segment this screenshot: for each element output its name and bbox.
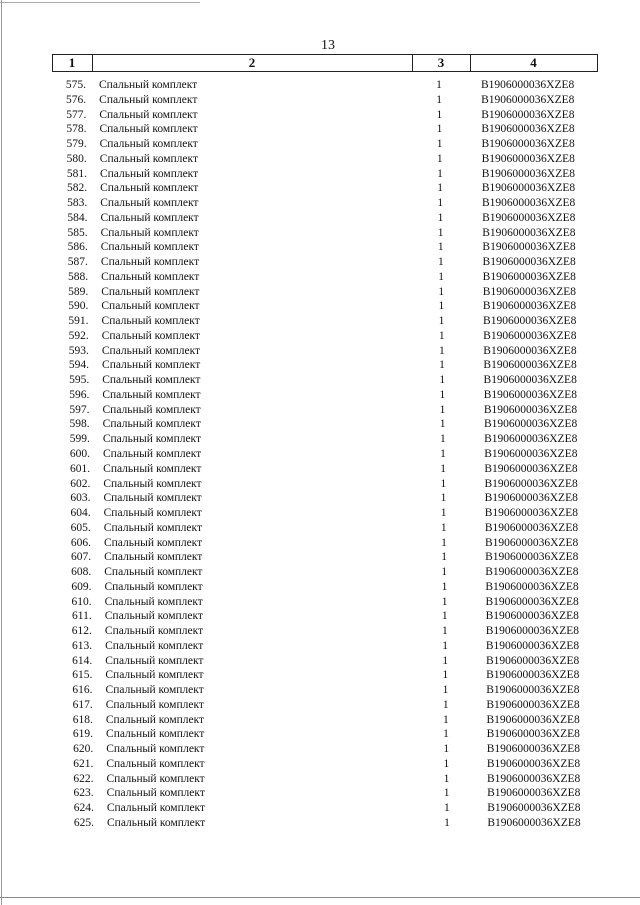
item-name: Спальный комплект (106, 728, 205, 741)
item-quantity: 1 (437, 167, 443, 180)
item-quantity: 1 (439, 344, 445, 357)
item-quantity: 1 (437, 197, 444, 210)
item-name: Спальный комплект (103, 536, 203, 549)
row-number: 624. (73, 802, 94, 815)
item-quantity: 1 (440, 448, 446, 460)
item-name: Спальный комплект (99, 138, 198, 151)
item-name: Спальный комплект (104, 580, 203, 593)
table-row (0, 358, 640, 373)
item-quantity: 1 (443, 757, 450, 770)
item-name: Спальный комплект (100, 256, 200, 269)
table-row (0, 285, 640, 300)
column-header-1: 1 (68, 55, 76, 70)
row-number: 612. (71, 625, 92, 638)
row-number: 599. (69, 433, 90, 446)
item-name: Спальный комплект (107, 817, 206, 829)
table-row (0, 137, 640, 152)
item-quantity: 1 (442, 639, 448, 652)
table-row (0, 417, 640, 432)
item-quantity: 1 (436, 93, 443, 106)
item-code: B1906000036XZE8 (482, 300, 577, 313)
item-code: B1906000036XZE8 (481, 123, 575, 136)
row-number: 617. (72, 698, 93, 711)
row-number: 597. (69, 403, 90, 416)
table-row (0, 668, 640, 683)
item-name: Спальный комплект (103, 477, 202, 490)
item-code: B1906000036XZE8 (483, 359, 577, 372)
table-row (0, 299, 640, 314)
row-number: 592. (68, 329, 89, 342)
table-row (0, 816, 640, 831)
row-number: 615. (72, 669, 93, 682)
row-number: 591. (68, 315, 89, 328)
table-row (0, 344, 640, 359)
item-code: B1906000036XZE8 (482, 226, 576, 239)
row-number: 605. (70, 521, 91, 534)
table-row (0, 595, 640, 610)
item-code: B1906000036XZE8 (482, 270, 576, 283)
item-quantity: 1 (439, 433, 446, 446)
item-quantity: 1 (436, 123, 443, 136)
row-number: 614. (72, 654, 93, 667)
item-quantity: 1 (441, 580, 448, 593)
item-code: B1906000036XZE8 (485, 566, 579, 579)
row-number: 610. (71, 595, 92, 608)
item-quantity: 1 (437, 211, 444, 224)
item-quantity: 1 (439, 418, 446, 431)
item-quantity: 1 (437, 226, 444, 239)
item-name: Спальный комплект (102, 433, 202, 446)
item-name: Спальный комплект (101, 329, 200, 342)
item-name: Спальный комплект (100, 241, 199, 254)
item-code: B1906000036XZE8 (485, 625, 580, 638)
row-number: 576. (66, 93, 87, 106)
row-number: 609. (71, 580, 92, 593)
item-name: Спальный комплект (103, 521, 202, 534)
item-name: Спальный комплект (99, 79, 198, 91)
table-row (0, 772, 640, 787)
item-code: B1906000036XZE8 (481, 93, 575, 106)
item-code: B1906000036XZE8 (486, 698, 580, 711)
item-name: Спальный комплект (102, 359, 201, 372)
item-quantity: 1 (441, 610, 448, 623)
row-number: 588. (67, 270, 89, 283)
row-number: 608. (71, 566, 92, 579)
row-number: 607. (70, 551, 92, 564)
table-row (0, 373, 640, 388)
item-code: B1906000036XZE8 (482, 241, 576, 254)
row-number: 602. (70, 477, 91, 490)
item-name: Спальный комплект (105, 698, 204, 711)
item-quantity: 1 (438, 329, 445, 342)
item-name: Спальный комплект (106, 802, 206, 815)
item-name: Спальный комплект (99, 123, 198, 136)
item-code: B1906000036XZE8 (485, 610, 579, 623)
item-name: Спальный комплект (100, 211, 199, 224)
item-name: Спальный комплект (104, 595, 203, 608)
table-row (0, 108, 640, 123)
item-quantity: 1 (441, 566, 448, 579)
item-code: B1906000036XZE8 (485, 580, 579, 593)
table-row (0, 521, 640, 536)
table-row (0, 757, 640, 772)
row-number: 611. (72, 610, 92, 623)
table-row (0, 314, 640, 329)
row-number: 593. (68, 344, 89, 357)
item-code: B1906000036XZE8 (486, 743, 581, 756)
table-row (0, 609, 640, 624)
item-code: B1906000036XZE8 (487, 802, 581, 815)
table-row (0, 639, 640, 654)
row-number: 587. (67, 256, 88, 269)
item-code: B1906000036XZE8 (481, 152, 575, 165)
item-quantity: 1 (443, 802, 450, 815)
item-name: Спальный комплект (99, 108, 198, 121)
item-name: Спальный комплект (103, 462, 202, 475)
table-row (0, 255, 640, 270)
item-code: B1906000036XZE8 (481, 167, 576, 180)
item-code: B1906000036XZE8 (484, 536, 579, 549)
item-code: B1906000036XZE8 (487, 817, 581, 829)
table-row (0, 742, 640, 757)
table-row (0, 624, 640, 639)
item-code: B1906000036XZE8 (483, 388, 577, 401)
item-quantity: 1 (438, 256, 444, 269)
item-name: Спальный комплект (100, 226, 199, 239)
row-number: 575. (65, 79, 86, 91)
table-row (0, 536, 640, 551)
item-code: B1906000036XZE8 (482, 256, 576, 269)
item-quantity: 1 (443, 772, 450, 785)
item-code: B1906000036XZE8 (482, 197, 576, 210)
table-row (0, 122, 640, 137)
table-row (0, 329, 640, 344)
row-number: 586. (67, 241, 88, 254)
item-code: B1906000036XZE8 (483, 344, 577, 357)
column-header-3: 3 (437, 55, 445, 70)
item-code: B1906000036XZE8 (486, 728, 580, 741)
item-quantity: 1 (436, 79, 442, 91)
row-number: 580. (66, 152, 87, 165)
item-quantity: 1 (440, 492, 447, 505)
item-quantity: 1 (442, 625, 448, 638)
table-row (0, 196, 640, 211)
table-row (0, 477, 640, 492)
row-number: 600. (69, 448, 90, 460)
table-row (0, 181, 640, 196)
row-number: 578. (66, 123, 87, 136)
item-name: Спальный комплект (101, 270, 200, 283)
item-code: B1906000036XZE8 (482, 211, 576, 224)
row-number: 606. (70, 536, 91, 549)
item-quantity: 1 (440, 462, 447, 475)
item-name: Спальный комплект (105, 654, 204, 667)
item-code: B1906000036XZE8 (484, 477, 578, 490)
item-quantity: 1 (436, 138, 443, 151)
scan-edge-mark (0, 2, 200, 3)
row-number: 625. (73, 817, 94, 829)
item-code: B1906000036XZE8 (481, 138, 575, 151)
item-code: B1906000036XZE8 (487, 787, 581, 800)
table-row (0, 654, 640, 669)
item-quantity: 1 (438, 270, 444, 283)
item-name: Спальный комплект (106, 772, 205, 785)
item-name: Спальный комплект (104, 610, 203, 623)
table-row (0, 786, 640, 801)
item-name: Спальный комплект (105, 684, 204, 697)
item-name: Спальный комплект (99, 167, 199, 180)
item-code: B1906000036XZE8 (484, 492, 578, 505)
item-code: B1906000036XZE8 (483, 315, 577, 328)
row-number: 603. (70, 492, 91, 505)
row-number: 583. (67, 197, 88, 210)
table-row (0, 491, 640, 506)
item-quantity: 1 (443, 787, 450, 800)
item-code: B1906000036XZE8 (484, 521, 579, 534)
row-number: 616. (72, 684, 93, 697)
item-name: Спальный комплект (104, 566, 203, 579)
scan-bottom-edge (0, 897, 640, 898)
item-name: Спальный комплект (103, 448, 202, 460)
table-row (0, 388, 640, 403)
table-row (0, 447, 640, 462)
item-quantity: 1 (442, 684, 449, 697)
item-code: B1906000036XZE8 (483, 403, 578, 416)
item-code: B1906000036XZE8 (484, 462, 578, 475)
table-row (0, 727, 640, 742)
item-name: Спальный комплект (105, 639, 204, 652)
table-row (0, 565, 640, 580)
item-code: B1906000036XZE8 (485, 595, 579, 608)
item-quantity: 1 (437, 241, 444, 254)
row-number: 584. (67, 211, 88, 224)
item-code: B1906000036XZE8 (481, 79, 575, 91)
table-row (0, 462, 640, 477)
item-code: B1906000036XZE8 (485, 654, 580, 667)
item-quantity: 1 (442, 654, 449, 667)
item-code: B1906000036XZE8 (486, 684, 580, 697)
row-number: 582. (66, 182, 88, 195)
item-quantity: 1 (443, 728, 449, 741)
item-name: Спальный комплект (100, 182, 199, 195)
item-name: Спальный комплект (105, 669, 204, 682)
item-name: Спальный комплект (102, 418, 201, 431)
column-header-4: 4 (530, 55, 537, 70)
row-number: 601. (70, 462, 91, 475)
row-number: 577. (66, 108, 87, 121)
item-name: Спальный комплект (101, 300, 200, 313)
item-quantity: 1 (439, 403, 446, 416)
item-name: Спальный комплект (101, 315, 200, 328)
table-row (0, 698, 640, 713)
item-code: B1906000036XZE8 (484, 433, 578, 446)
table-row (0, 713, 640, 728)
item-name: Спальный комплект (102, 374, 201, 387)
table-row (0, 683, 640, 698)
table-row (0, 432, 640, 447)
item-name: Спальный комплект (106, 787, 205, 800)
item-quantity: 1 (438, 300, 445, 313)
item-quantity: 1 (439, 388, 446, 401)
item-name: Спальный комплект (101, 285, 200, 298)
row-number: 589. (68, 285, 89, 298)
row-number: 598. (69, 418, 90, 431)
item-quantity: 1 (437, 182, 443, 195)
table-row (0, 506, 640, 521)
item-name: Спальный комплект (100, 197, 199, 210)
item-code: B1906000036XZE8 (485, 639, 580, 652)
item-quantity: 1 (440, 521, 447, 534)
item-name: Спальный комплект (106, 757, 205, 770)
item-name: Спальный комплект (104, 551, 203, 564)
column-header-2: 2 (248, 55, 256, 70)
table-row (0, 226, 640, 241)
table-row (0, 152, 640, 167)
item-quantity: 1 (441, 551, 447, 564)
row-number: 581. (66, 167, 87, 180)
table-row (0, 167, 640, 182)
table-row (0, 580, 640, 595)
table-row (0, 801, 640, 816)
item-code: B1906000036XZE8 (484, 507, 578, 520)
item-code: B1906000036XZE8 (483, 374, 577, 387)
item-code: B1906000036XZE8 (486, 757, 581, 770)
row-number: 585. (67, 226, 88, 239)
item-code: B1906000036XZE8 (481, 182, 576, 195)
row-number: 618. (72, 713, 93, 726)
row-number: 596. (69, 388, 90, 401)
item-quantity: 1 (439, 374, 446, 387)
item-quantity: 1 (439, 359, 445, 372)
row-number: 623. (73, 787, 94, 800)
item-code: B1906000036XZE8 (483, 418, 578, 431)
item-code: B1906000036XZE8 (486, 713, 580, 726)
table-row (0, 78, 640, 93)
item-name: Спальный комплект (101, 344, 201, 357)
item-name: Спальный комплект (102, 388, 201, 401)
item-quantity: 1 (441, 595, 448, 608)
item-name: Спальный комплект (102, 403, 201, 416)
table-row (0, 550, 640, 565)
item-code: B1906000036XZE8 (482, 285, 577, 298)
table-row (0, 93, 640, 108)
item-name: Спальный комплект (104, 625, 204, 638)
item-code: B1906000036XZE8 (486, 669, 580, 682)
item-name: Спальный комплект (103, 492, 202, 505)
table-row (0, 240, 640, 255)
item-name: Спальный комплект (99, 152, 198, 165)
item-name: Спальный комплект (103, 507, 202, 520)
item-name: Спальный комплект (99, 93, 198, 106)
item-quantity: 1 (442, 698, 449, 711)
row-number: 622. (73, 772, 94, 785)
table-row (0, 403, 640, 418)
row-number: 619. (72, 728, 94, 741)
item-name: Спальный комплект (106, 743, 205, 756)
item-code: B1906000036XZE8 (485, 551, 579, 564)
row-number: 595. (69, 374, 90, 387)
row-number: 579. (66, 138, 87, 151)
item-code: B1906000036XZE8 (487, 772, 581, 785)
item-code: B1906000036XZE8 (481, 108, 575, 121)
row-number: 613. (71, 639, 93, 652)
row-number: 604. (70, 507, 91, 520)
item-quantity: 1 (440, 507, 447, 520)
item-quantity: 1 (442, 669, 449, 682)
header-divider (597, 54, 598, 72)
row-number: 621. (73, 757, 94, 770)
item-quantity: 1 (438, 315, 445, 328)
item-quantity: 1 (444, 817, 450, 829)
row-number: 594. (68, 359, 90, 372)
item-name: Спальный комплект (105, 713, 205, 726)
page-number: 13 (321, 38, 335, 53)
row-number: 620. (73, 743, 94, 756)
item-quantity: 1 (443, 743, 450, 756)
item-code: B1906000036XZE8 (484, 448, 578, 460)
item-quantity: 1 (441, 536, 447, 549)
item-quantity: 1 (440, 477, 447, 490)
row-number: 590. (68, 300, 89, 313)
table-row (0, 211, 640, 226)
item-code: B1906000036XZE8 (483, 329, 577, 342)
item-quantity: 1 (438, 285, 445, 298)
item-quantity: 1 (436, 108, 443, 121)
item-quantity: 1 (443, 713, 449, 726)
item-quantity: 1 (436, 152, 443, 165)
table-row (0, 270, 640, 285)
